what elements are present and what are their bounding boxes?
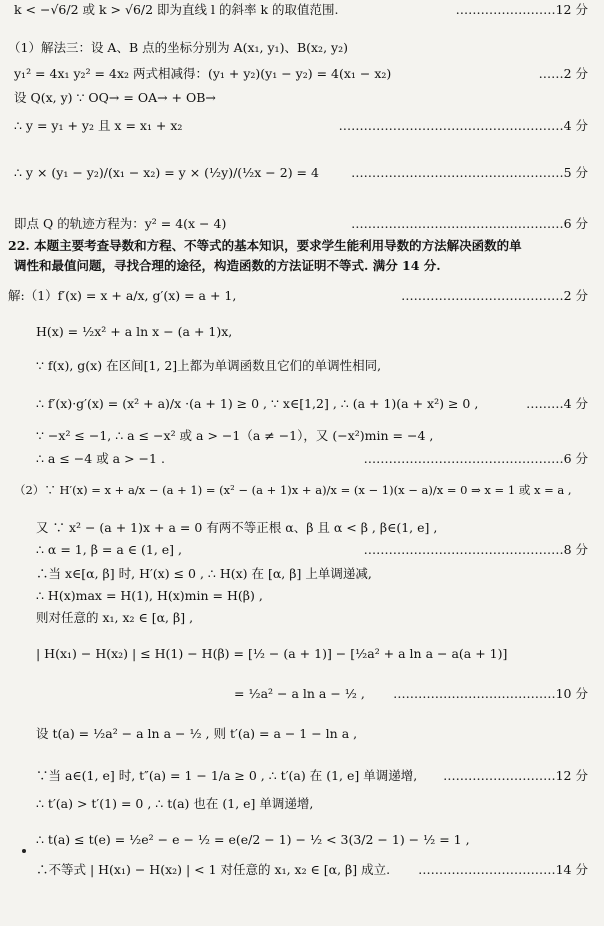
line-text: 22. 本题主要考查导数和方程、不等式的基本知识，要求学生能利用导数的方法解决函数的单 bbox=[8, 238, 522, 253]
line-text: ∵ −x² ≤ −1, ∴ a ≤ −x² 或 a > −1（a ≠ −1），又 (−x²)min = −4 , bbox=[36, 428, 434, 443]
line-text: ∴ H(x)max = H(1), H(x)min = H(β) , bbox=[36, 588, 263, 603]
line-text: y₁² = 4x₁ y₂² = 4x₂ 两式相减得：(y₁ + y₂)(y₁ − y₂) = 4(x₁ − x₂) bbox=[14, 66, 392, 81]
line-text: ∴当 x∈[α, β] 时, H′(x) ≤ 0 , ∴ H(x) 在 [α, β] 上单调递减, bbox=[36, 566, 372, 581]
line-text: ∴ y × (y₁ − y₂)/(x₁ − x₂) = y × (½y)/(½x − 2) = 4 bbox=[14, 165, 319, 180]
line-text: 调性和最值问题，寻找合理的途径，构造函数的方法证明不等式. 满分 14 分. bbox=[14, 258, 441, 273]
line-text: 设 t(a) = ½a² − a ln a − ½ , 则 t′(a) = a − 1 − ln a , bbox=[36, 726, 358, 741]
line-text: = ½a² − a ln a − ½ , bbox=[234, 686, 365, 701]
line-text: 又 ∵ x² − (a + 1)x + a = 0 有两不等正根 α、β 且 α < β , β∈(1, e] , bbox=[36, 520, 438, 535]
line-text: ∵当 a∈(1, e] 时, t″(a) = 1 − 1/a ≥ 0 , ∴ t′(a) 在 (1, e] 单调递增, bbox=[36, 768, 418, 783]
score-marker: ………4 分 bbox=[526, 396, 588, 411]
line-text: ∴ α = 1, β = a ∈ (1, e] , bbox=[36, 542, 182, 557]
line-text: （1）解法三：设 A、B 点的坐标分别为 A(x₁, y₁)、B(x₂, y₂) bbox=[8, 40, 348, 55]
score-marker: ……………………………………………5 分 bbox=[351, 165, 588, 180]
line-text: ∴ t(a) ≤ t(e) = ½e² − e − ½ = e(e/2 − 1) − ½ < 3(3/2 − 1) − ½ = 1 , bbox=[36, 832, 470, 847]
line-text: ∵ f(x), g(x) 在区间[1, 2]上都为单调函数且它们的单调性相同, bbox=[36, 358, 382, 373]
score-marker: …………………………………………6 分 bbox=[363, 451, 588, 466]
line-text: （2）∵ H′(x) = x + a/x − (a + 1) = (x² − (a + 1)x + a)/x = (x − 1)(x − a)/x = 0 ⇒ x = 1 或 x = a , bbox=[14, 483, 572, 497]
line-text: 解:（1）f′(x) = x + a/x, g′(x) = a + 1, bbox=[8, 288, 237, 303]
line-text: | H(x₁) − H(x₂) | ≤ H(1) − H(β) = [½ − (a + 1)] − [½a² + a ln a − a(a + 1)] bbox=[36, 646, 508, 661]
line-text: ∴ f′(x)·g′(x) = (x² + a)/x ·(a + 1) ≥ 0 , ∵ x∈[1,2] , ∴ (a + 1)(a + x²) ≥ 0 , bbox=[36, 396, 479, 411]
ink-speck bbox=[22, 849, 26, 853]
score-marker: …………………………………2 分 bbox=[401, 288, 588, 303]
line-text: 设 Q(x, y) ∵ OQ→ = OA→ + OB→ bbox=[14, 90, 216, 105]
line-text: 即点 Q 的轨迹方程为：y² = 4(x − 4) bbox=[14, 216, 227, 231]
line-text: 则对任意的 x₁, x₂ ∈ [α, β] , bbox=[36, 610, 194, 625]
line-text: ∴不等式 | H(x₁) − H(x₂) | < 1 对任意的 x₁, x₂ ∈ [α, β] 成立. bbox=[36, 862, 391, 877]
line-text: ∴ a ≤ −4 或 a > −1 . bbox=[36, 451, 165, 466]
line-text: k < −√6/2 或 k > √6/2 即为直线 l 的斜率 k 的取值范围. bbox=[14, 2, 339, 17]
score-marker: ………………………12 分 bbox=[443, 768, 588, 783]
line-text: H(x) = ½x² + a ln x − (a + 1)x, bbox=[36, 324, 233, 339]
line-text: ∴ y = y₁ + y₂ 且 x = x₁ + x₂ bbox=[14, 118, 183, 133]
line-text: ∴ t′(a) > t′(1) = 0 , ∴ t(a) 也在 (1, e] 单调递增, bbox=[36, 796, 314, 811]
score-marker: ……………………12 分 bbox=[455, 2, 588, 17]
score-marker: ………………………………………………4 分 bbox=[338, 118, 588, 133]
score-marker: …………………………………10 分 bbox=[393, 686, 588, 701]
score-marker: ……2 分 bbox=[538, 66, 588, 81]
score-marker: ……………………………14 分 bbox=[418, 862, 588, 877]
score-marker: ……………………………………………6 分 bbox=[351, 216, 588, 231]
score-marker: …………………………………………8 分 bbox=[363, 542, 588, 557]
